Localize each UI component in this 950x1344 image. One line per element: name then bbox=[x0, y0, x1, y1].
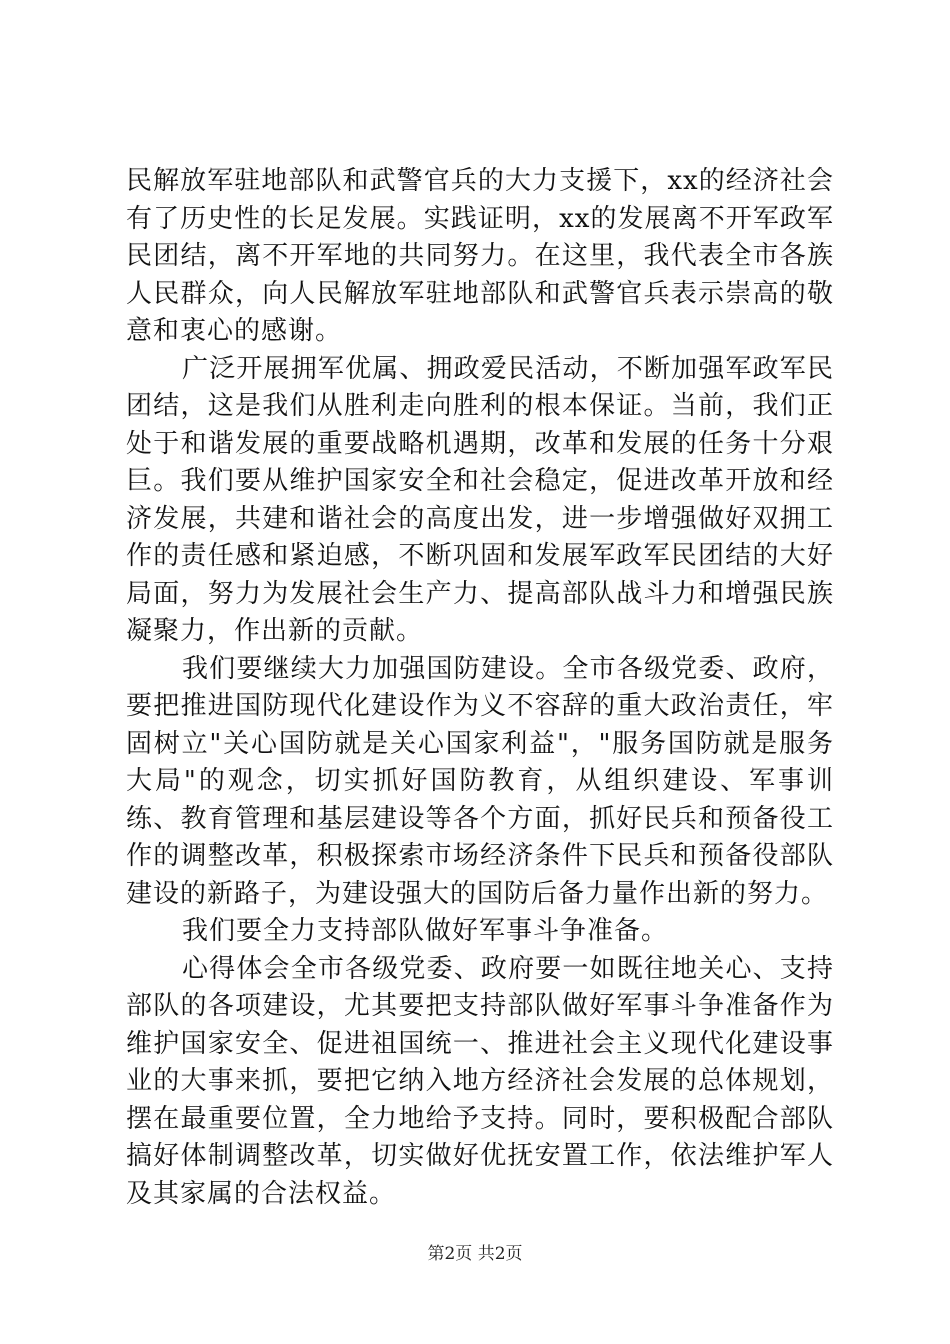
paragraph-1: 民解放军驻地部队和武警官兵的大力支援下，xx的经济社会有了历史性的长足发展。实践证明，xx的发展离不开军政军民团结，离不开军地的共同努力。在这里，我代表全市各族人民群众，向人民解放军驻地部队和武警官兵表示崇高的敬意和衷心的感谢。 bbox=[126, 166, 834, 346]
paragraph-4: 我们要全力支持部队做好军事斗争准备。 bbox=[182, 916, 669, 946]
paragraph-3: 我们要继续大力加强国防建设。全市各级党委、政府，要把推进国防现代化建设作为义不容辞的重大政治责任，牢固树立"关心国防就是关心国家利益"，"服务国防就是服务大局"的观念，切实抓好国防教育，从组织建设、军事训练、教育管理和基层建设等各个方面，抓好民兵和预备役工作的调整改革，积极探索市场经济条件下民兵和预备役部队建设的新路子，为建设强大的国防后备力量作出新的努力。 bbox=[126, 653, 834, 909]
page-number-footer: 第2页 共2页 bbox=[427, 1244, 523, 1264]
paragraph-2: 广泛开展拥军优属、拥政爱民活动，不断加强军政军民团结，这是我们从胜利走向胜利的根本保证。当前，我们正处于和谐发展的重要战略机遇期，改革和发展的任务十分艰巨。我们要从维护国家安全和社会稳定，促进改革开放和经济发展，共建和谐社会的高度出发，进一步增强做好双拥工作的责任感和紧迫感，不断巩固和发展军政军民团结的大好局面，努力为发展社会生产力、提高部队战斗力和增强民族凝聚力，作出新的贡献。 bbox=[126, 353, 834, 646]
paragraph-5: 心得体会全市各级党委、政府要一如既往地关心、支持部队的各项建设，尤其要把支持部队做好军事斗争准备作为维护国家安全、促进祖国统一、推进社会主义现代化建设事业的大事来抓，要把它纳入地方经济社会发展的总体规划，摆在最重要位置，全力地给予支持。同时，要积极配合部队搞好体制调整改革，切实做好优抚安置工作，依法维护军人及其家属的合法权益。 bbox=[126, 953, 834, 1209]
document-body bbox=[126, 163, 834, 1213]
